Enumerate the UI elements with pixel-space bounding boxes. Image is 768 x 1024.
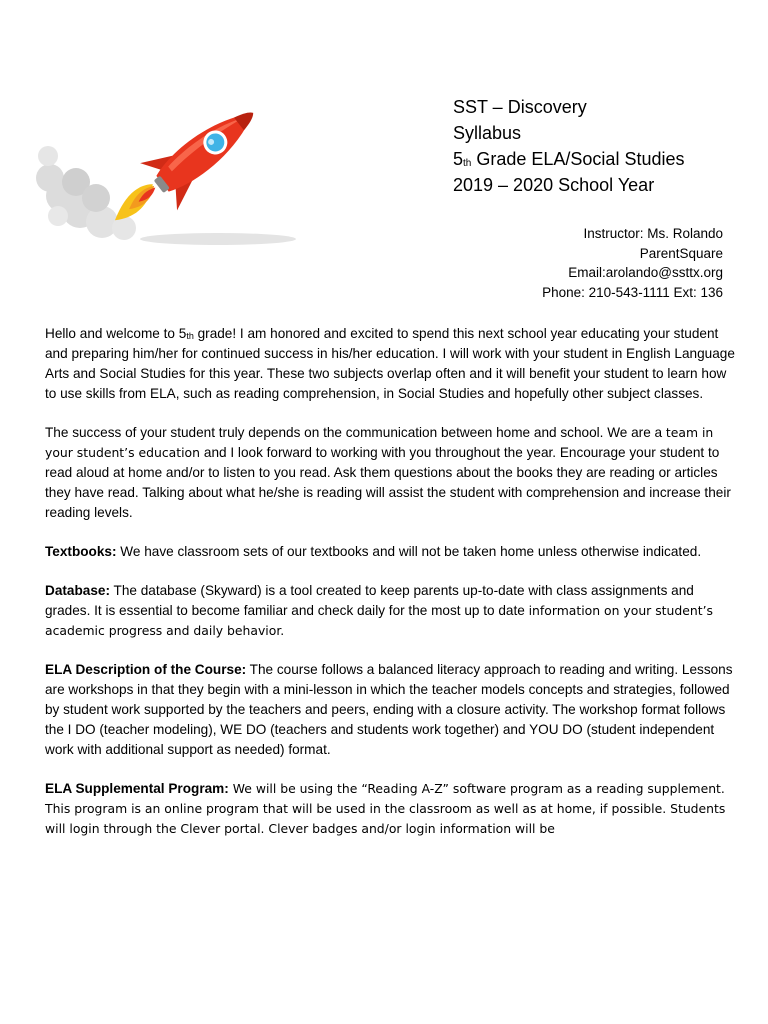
database-section: Database: The database (Skyward) is a tool created to keep parents up-to-date with class assignments and grades. It is essential to become familiar and check daily for the most up to date information on your student’s academic progress and daily behavior. [45,583,713,638]
communication-platform: ParentSquare [639,245,723,261]
phone-number: Phone: 210-543-1111 Ext: 136 [542,284,723,300]
grade-subject: $5_{th}$ Grade ELA/Social Studies [453,149,685,169]
ela-supplemental-section: ELA Supplemental Program: We will be using the “Reading A-Z” software program as a reading supplement. This program is an online program that will be used in the classroom as well as at home, if possible. Students will login through the Clever portal. Clever badges and/or login information will be [45,781,726,836]
ela-description-heading: ELA Description of the Course: [45,662,247,677]
document-type: Syllabus [453,123,522,143]
rocket-icon [28,86,298,256]
database-heading: Database: [45,583,110,598]
success-paragraph: The success of your student truly depends on the communication between home and school. We are a team in your student’s education and I look forward to working with you throughout the year. Encourage your student to read aloud at home and/or to listen to you read. Ask them questions about the books they are reading or articles they have read. Talking about what he/she is reading will assist the student with comprehension and increase their reading levels. [45,425,731,520]
ela-supplemental-heading: ELA Supplemental Program: [45,781,229,796]
document-title-block [453,94,753,198]
textbooks-heading: Textbooks: [45,544,117,559]
syllabus-body [45,324,735,858]
school-name: SST – Discovery [453,97,587,117]
intro-paragraph: Hello and welcome to $5_{th}$ grade! I am honored and excited to spend this next school year educating your student and preparing him/her for continued success in his/her education. I will work with your student in English Language Arts and Social Studies for this year. These two subjects overlap often and it will benefit your student to learn how to use skills from ELA, such as reading comprehension, in Social Studies and hopefully other subject classes. [45,326,735,401]
ela-description-section: ELA Description of the Course: The course follows a balanced literacy approach to reading and writing. Lessons are workshops in that they begin with a mini-lesson in which the teacher models concepts and strategies, followed by student work supported by the teachers and peers, ending with a closure activity. The workshop format follows the I DO (teacher modeling), WE DO (teachers and students work together) and YOU DO (student independent work with additional support as needed) format. [45,662,733,757]
textbooks-section: Textbooks: We have classroom sets of our textbooks and will not be taken home unless otherwise indicated. [45,544,702,559]
instructor-name: Instructor: Ms. Rolando [583,226,723,241]
email-address: Email:arolando@ssttx.org [568,265,723,280]
school-year: 2019 – 2020 School Year [453,175,655,195]
contact-info [542,224,723,302]
